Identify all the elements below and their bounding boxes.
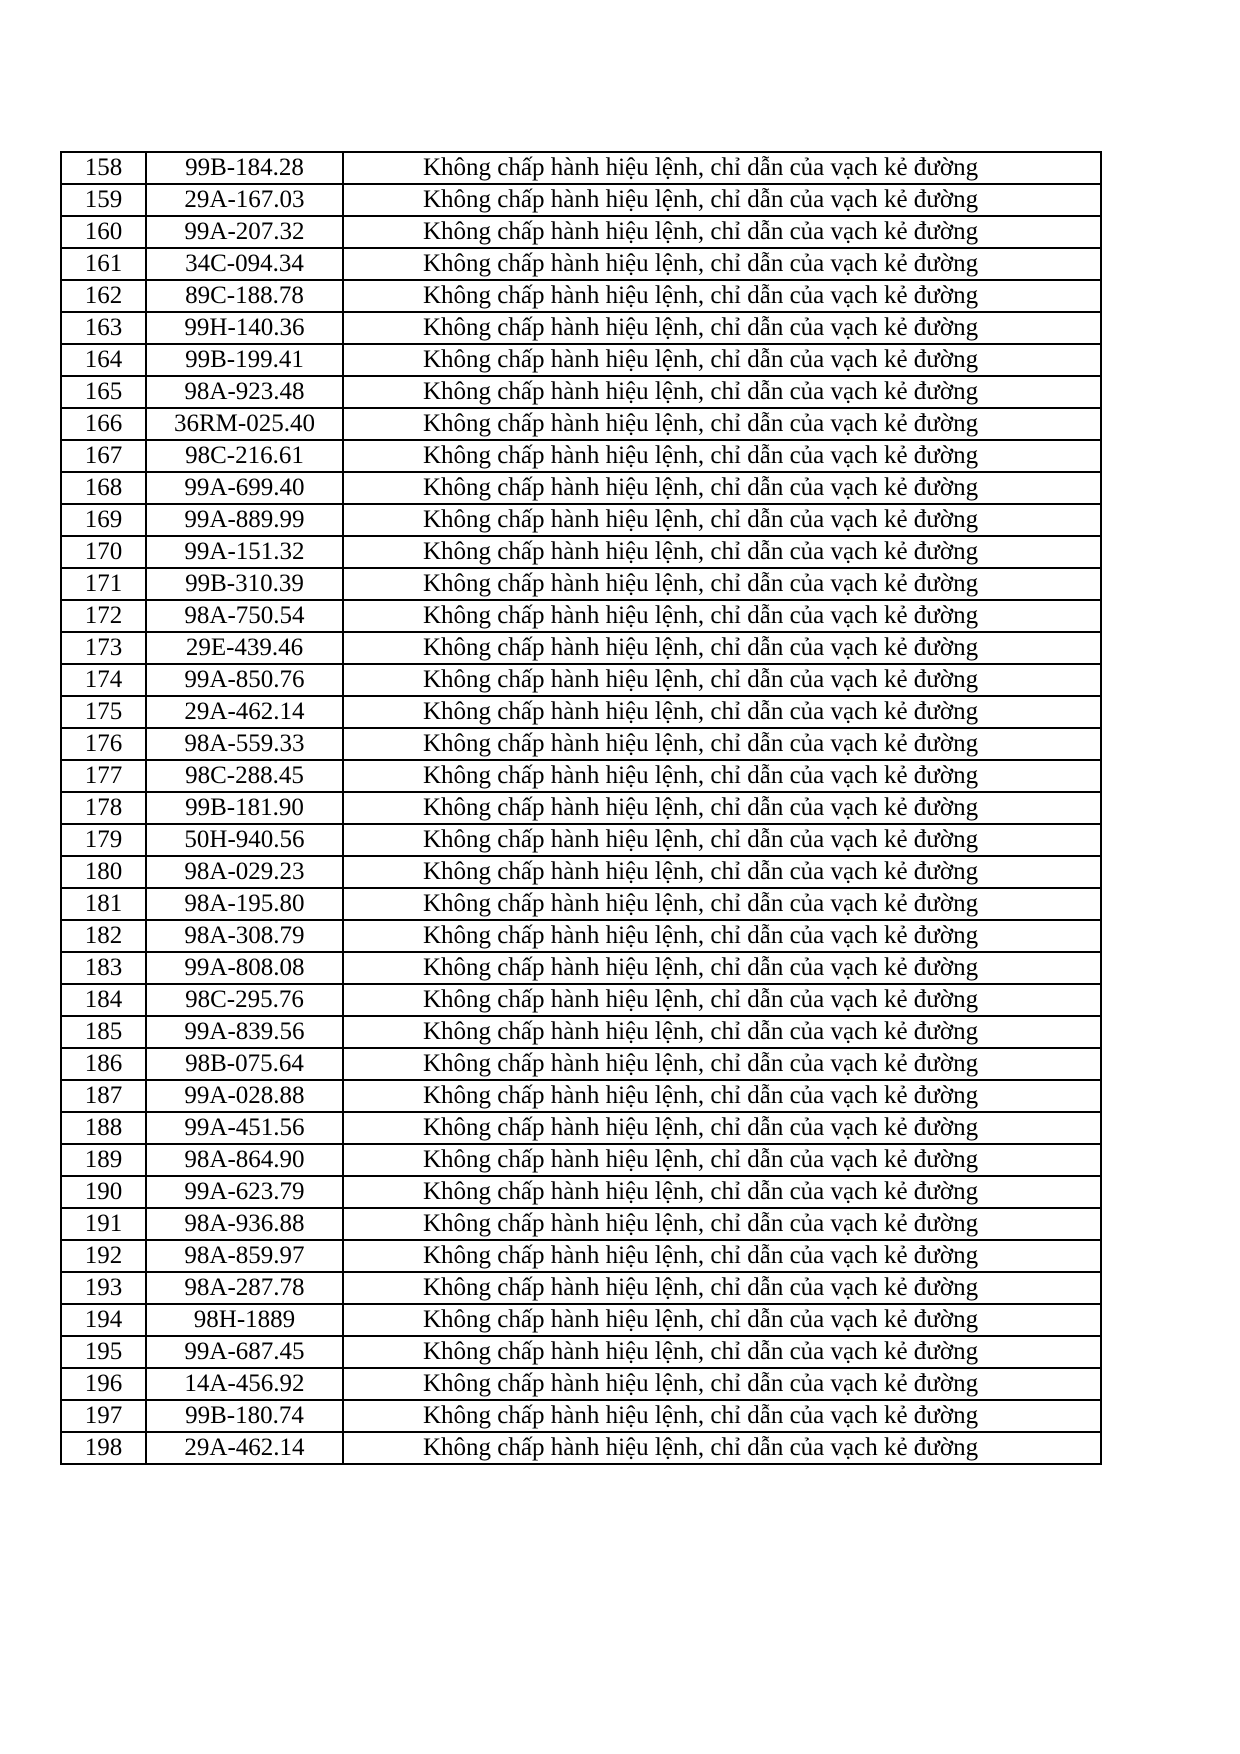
row-number-cell: 191 — [61, 1208, 146, 1240]
table-row — [61, 1400, 1101, 1432]
row-number-cell: 168 — [61, 472, 146, 504]
violation-cell: Không chấp hành hiệu lệnh, chỉ dẫn của vạch kẻ đường — [343, 1432, 1101, 1464]
license-plate-cell: 99A-808.08 — [146, 952, 343, 984]
row-number-cell: 188 — [61, 1112, 146, 1144]
row-number-cell: 170 — [61, 536, 146, 568]
license-plate-cell: 99A-623.79 — [146, 1176, 343, 1208]
violation-cell: Không chấp hành hiệu lệnh, chỉ dẫn của vạch kẻ đường — [343, 440, 1101, 472]
license-plate-cell: 99A-028.88 — [146, 1080, 343, 1112]
violation-cell: Không chấp hành hiệu lệnh, chỉ dẫn của vạch kẻ đường — [343, 568, 1101, 600]
row-number-cell: 180 — [61, 856, 146, 888]
license-plate-cell: 29A-462.14 — [146, 696, 343, 728]
table-row — [61, 696, 1101, 728]
violation-cell: Không chấp hành hiệu lệnh, chỉ dẫn của vạch kẻ đường — [343, 1368, 1101, 1400]
license-plate-cell: 98A-559.33 — [146, 728, 343, 760]
row-number-cell: 162 — [61, 280, 146, 312]
violation-cell: Không chấp hành hiệu lệnh, chỉ dẫn của vạch kẻ đường — [343, 1208, 1101, 1240]
row-number-cell: 193 — [61, 1272, 146, 1304]
violation-cell: Không chấp hành hiệu lệnh, chỉ dẫn của vạch kẻ đường — [343, 856, 1101, 888]
violation-cell: Không chấp hành hiệu lệnh, chỉ dẫn của vạch kẻ đường — [343, 1080, 1101, 1112]
violation-cell: Không chấp hành hiệu lệnh, chỉ dẫn của vạch kẻ đường — [343, 632, 1101, 664]
table-row — [61, 312, 1101, 344]
violation-cell: Không chấp hành hiệu lệnh, chỉ dẫn của vạch kẻ đường — [343, 1048, 1101, 1080]
violation-cell: Không chấp hành hiệu lệnh, chỉ dẫn của vạch kẻ đường — [343, 280, 1101, 312]
table-row — [61, 376, 1101, 408]
table-row — [61, 728, 1101, 760]
license-plate-cell: 99A-850.76 — [146, 664, 343, 696]
license-plate-cell: 98A-923.48 — [146, 376, 343, 408]
row-number-cell: 198 — [61, 1432, 146, 1464]
violation-cell: Không chấp hành hiệu lệnh, chỉ dẫn của vạch kẻ đường — [343, 312, 1101, 344]
row-number-cell: 185 — [61, 1016, 146, 1048]
row-number-cell: 175 — [61, 696, 146, 728]
license-plate-cell: 99B-199.41 — [146, 344, 343, 376]
table-row — [61, 760, 1101, 792]
violation-cell: Không chấp hành hiệu lệnh, chỉ dẫn của vạch kẻ đường — [343, 1272, 1101, 1304]
row-number-cell: 183 — [61, 952, 146, 984]
license-plate-cell: 98C-288.45 — [146, 760, 343, 792]
row-number-cell: 182 — [61, 920, 146, 952]
license-plate-cell: 99A-207.32 — [146, 216, 343, 248]
license-plate-cell: 99A-839.56 — [146, 1016, 343, 1048]
row-number-cell: 161 — [61, 248, 146, 280]
row-number-cell: 158 — [61, 152, 146, 184]
license-plate-cell: 98A-287.78 — [146, 1272, 343, 1304]
table-row — [61, 1080, 1101, 1112]
table-row — [61, 984, 1101, 1016]
violation-cell: Không chấp hành hiệu lệnh, chỉ dẫn của vạch kẻ đường — [343, 1336, 1101, 1368]
row-number-cell: 160 — [61, 216, 146, 248]
license-plate-cell: 99A-889.99 — [146, 504, 343, 536]
row-number-cell: 189 — [61, 1144, 146, 1176]
license-plate-cell: 98C-216.61 — [146, 440, 343, 472]
row-number-cell: 184 — [61, 984, 146, 1016]
license-plate-cell: 98A-195.80 — [146, 888, 343, 920]
table-row — [61, 920, 1101, 952]
table-row — [61, 248, 1101, 280]
row-number-cell: 187 — [61, 1080, 146, 1112]
table-row — [61, 184, 1101, 216]
row-number-cell: 177 — [61, 760, 146, 792]
license-plate-cell: 99A-151.32 — [146, 536, 343, 568]
table-row — [61, 824, 1101, 856]
row-number-cell: 178 — [61, 792, 146, 824]
table-row — [61, 952, 1101, 984]
license-plate-cell: 99B-184.28 — [146, 152, 343, 184]
license-plate-cell: 89C-188.78 — [146, 280, 343, 312]
table-row — [61, 152, 1101, 184]
violation-table — [60, 151, 1102, 1465]
violation-cell: Không chấp hành hiệu lệnh, chỉ dẫn của vạch kẻ đường — [343, 1304, 1101, 1336]
license-plate-cell: 29E-439.46 — [146, 632, 343, 664]
violation-cell: Không chấp hành hiệu lệnh, chỉ dẫn của vạch kẻ đường — [343, 1400, 1101, 1432]
violation-cell: Không chấp hành hiệu lệnh, chỉ dẫn của vạch kẻ đường — [343, 184, 1101, 216]
license-plate-cell: 29A-462.14 — [146, 1432, 343, 1464]
license-plate-cell: 98A-864.90 — [146, 1144, 343, 1176]
violation-cell: Không chấp hành hiệu lệnh, chỉ dẫn của vạch kẻ đường — [343, 248, 1101, 280]
table-row — [61, 1016, 1101, 1048]
row-number-cell: 194 — [61, 1304, 146, 1336]
violation-table-body — [61, 152, 1101, 1464]
violation-cell: Không chấp hành hiệu lệnh, chỉ dẫn của vạch kẻ đường — [343, 728, 1101, 760]
row-number-cell: 174 — [61, 664, 146, 696]
license-plate-cell: 99H-140.36 — [146, 312, 343, 344]
license-plate-cell: 98A-936.88 — [146, 1208, 343, 1240]
table-row — [61, 856, 1101, 888]
row-number-cell: 173 — [61, 632, 146, 664]
table-row — [61, 1112, 1101, 1144]
row-number-cell: 181 — [61, 888, 146, 920]
violation-cell: Không chấp hành hiệu lệnh, chỉ dẫn của vạch kẻ đường — [343, 344, 1101, 376]
license-plate-cell: 99B-180.74 — [146, 1400, 343, 1432]
violation-cell: Không chấp hành hiệu lệnh, chỉ dẫn của vạch kẻ đường — [343, 952, 1101, 984]
row-number-cell: 197 — [61, 1400, 146, 1432]
license-plate-cell: 36RM-025.40 — [146, 408, 343, 440]
license-plate-cell: 98H-1889 — [146, 1304, 343, 1336]
table-row — [61, 1368, 1101, 1400]
license-plate-cell: 50H-940.56 — [146, 824, 343, 856]
license-plate-cell: 98A-859.97 — [146, 1240, 343, 1272]
row-number-cell: 172 — [61, 600, 146, 632]
table-row — [61, 632, 1101, 664]
row-number-cell: 195 — [61, 1336, 146, 1368]
violation-cell: Không chấp hành hiệu lệnh, chỉ dẫn của vạch kẻ đường — [343, 920, 1101, 952]
table-row — [61, 536, 1101, 568]
license-plate-cell: 98B-075.64 — [146, 1048, 343, 1080]
license-plate-cell: 98A-750.54 — [146, 600, 343, 632]
license-plate-cell: 98C-295.76 — [146, 984, 343, 1016]
violation-cell: Không chấp hành hiệu lệnh, chỉ dẫn của vạch kẻ đường — [343, 984, 1101, 1016]
violation-cell: Không chấp hành hiệu lệnh, chỉ dẫn của vạch kẻ đường — [343, 472, 1101, 504]
row-number-cell: 179 — [61, 824, 146, 856]
violation-cell: Không chấp hành hiệu lệnh, chỉ dẫn của vạch kẻ đường — [343, 408, 1101, 440]
violation-cell: Không chấp hành hiệu lệnh, chỉ dẫn của vạch kẻ đường — [343, 600, 1101, 632]
row-number-cell: 165 — [61, 376, 146, 408]
row-number-cell: 171 — [61, 568, 146, 600]
table-row — [61, 408, 1101, 440]
license-plate-cell: 29A-167.03 — [146, 184, 343, 216]
table-row — [61, 1432, 1101, 1464]
license-plate-cell: 99A-451.56 — [146, 1112, 343, 1144]
table-row — [61, 1240, 1101, 1272]
table-row — [61, 216, 1101, 248]
table-row — [61, 1272, 1101, 1304]
row-number-cell: 190 — [61, 1176, 146, 1208]
license-plate-cell: 34C-094.34 — [146, 248, 343, 280]
row-number-cell: 163 — [61, 312, 146, 344]
license-plate-cell: 99B-310.39 — [146, 568, 343, 600]
table-row — [61, 1304, 1101, 1336]
row-number-cell: 166 — [61, 408, 146, 440]
violation-cell: Không chấp hành hiệu lệnh, chỉ dẫn của vạch kẻ đường — [343, 1112, 1101, 1144]
table-row — [61, 1144, 1101, 1176]
table-row — [61, 280, 1101, 312]
violation-cell: Không chấp hành hiệu lệnh, chỉ dẫn của vạch kẻ đường — [343, 664, 1101, 696]
violation-cell: Không chấp hành hiệu lệnh, chỉ dẫn của vạch kẻ đường — [343, 376, 1101, 408]
row-number-cell: 176 — [61, 728, 146, 760]
violation-cell: Không chấp hành hiệu lệnh, chỉ dẫn của vạch kẻ đường — [343, 152, 1101, 184]
violation-cell: Không chấp hành hiệu lệnh, chỉ dẫn của vạch kẻ đường — [343, 696, 1101, 728]
table-row — [61, 1336, 1101, 1368]
table-row — [61, 344, 1101, 376]
license-plate-cell: 99A-687.45 — [146, 1336, 343, 1368]
violation-cell: Không chấp hành hiệu lệnh, chỉ dẫn của vạch kẻ đường — [343, 536, 1101, 568]
violation-cell: Không chấp hành hiệu lệnh, chỉ dẫn của vạch kẻ đường — [343, 1016, 1101, 1048]
row-number-cell: 167 — [61, 440, 146, 472]
table-row — [61, 568, 1101, 600]
violation-cell: Không chấp hành hiệu lệnh, chỉ dẫn của vạch kẻ đường — [343, 1240, 1101, 1272]
violation-cell: Không chấp hành hiệu lệnh, chỉ dẫn của vạch kẻ đường — [343, 504, 1101, 536]
violation-cell: Không chấp hành hiệu lệnh, chỉ dẫn của vạch kẻ đường — [343, 216, 1101, 248]
license-plate-cell: 99B-181.90 — [146, 792, 343, 824]
violation-cell: Không chấp hành hiệu lệnh, chỉ dẫn của vạch kẻ đường — [343, 824, 1101, 856]
table-row — [61, 792, 1101, 824]
table-row — [61, 1048, 1101, 1080]
violation-cell: Không chấp hành hiệu lệnh, chỉ dẫn của vạch kẻ đường — [343, 760, 1101, 792]
violation-cell: Không chấp hành hiệu lệnh, chỉ dẫn của vạch kẻ đường — [343, 1144, 1101, 1176]
row-number-cell: 164 — [61, 344, 146, 376]
table-row — [61, 472, 1101, 504]
row-number-cell: 159 — [61, 184, 146, 216]
row-number-cell: 186 — [61, 1048, 146, 1080]
table-row — [61, 600, 1101, 632]
license-plate-cell: 14A-456.92 — [146, 1368, 343, 1400]
row-number-cell: 196 — [61, 1368, 146, 1400]
violation-cell: Không chấp hành hiệu lệnh, chỉ dẫn của vạch kẻ đường — [343, 1176, 1101, 1208]
license-plate-cell: 98A-308.79 — [146, 920, 343, 952]
violation-cell: Không chấp hành hiệu lệnh, chỉ dẫn của vạch kẻ đường — [343, 888, 1101, 920]
violation-cell: Không chấp hành hiệu lệnh, chỉ dẫn của vạch kẻ đường — [343, 792, 1101, 824]
row-number-cell: 169 — [61, 504, 146, 536]
license-plate-cell: 98A-029.23 — [146, 856, 343, 888]
table-row — [61, 664, 1101, 696]
table-row — [61, 1176, 1101, 1208]
table-row — [61, 888, 1101, 920]
row-number-cell: 192 — [61, 1240, 146, 1272]
table-row — [61, 440, 1101, 472]
license-plate-cell: 99A-699.40 — [146, 472, 343, 504]
table-row — [61, 1208, 1101, 1240]
table-row — [61, 504, 1101, 536]
